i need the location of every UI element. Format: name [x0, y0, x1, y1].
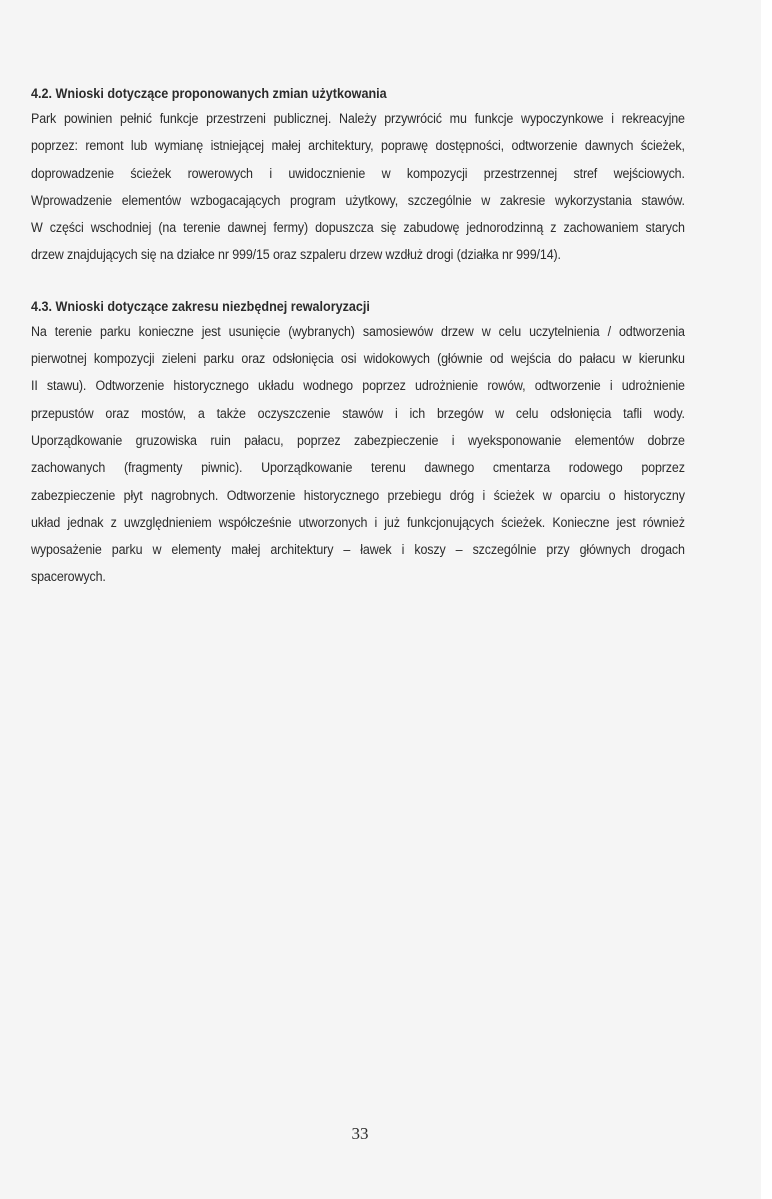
paragraph-line: Wprowadzenie elementów wzbogacających program użytkowy, szczególnie w zakresie wykorzystania stawów. [31, 192, 685, 209]
scan-margin [761, 0, 772, 1199]
paragraph-line: II stawu). Odtworzenie historycznego układu wodnego poprzez udrożnienie rowów, odtworzenie i udrożnienie [31, 378, 685, 395]
paragraph-line: zachowanych (fragmenty piwnic). Uporządkowanie terenu dawnego cmentarza rodowego poprzez [31, 460, 685, 477]
document-body [31, 80, 685, 592]
paragraph-line: układ jednak z uwzględnieniem współcześnie utworzonych i już funkcjonujących ścieżek. Konieczne jest również [31, 514, 685, 531]
paragraph-line: zabezpieczenie płyt nagrobnych. Odtworzenie historycznego przebiegu dróg i ścieżek w oparciu o historyczny [31, 487, 685, 504]
section-heading: 4.2. Wnioski dotyczące proponowanych zmian użytkowania [31, 85, 387, 101]
paragraph-line: przepustów oraz mostów, a także oczyszczenie stawów i ich brzegów w celu odsłonięcia tafli wody. [31, 405, 685, 422]
paragraph-line: spacerowych. [31, 569, 106, 586]
paragraph-line: wyposażenie parku w elementy małej architektury – ławek i koszy – szczególnie przy głównych drogach [31, 542, 685, 559]
paragraph-line: doprowadzenie ścieżek rowerowych i uwidocznienie w kompozycji przestrzennej stref wejściowych. [31, 165, 685, 182]
paragraph [31, 106, 685, 270]
page-number: 33 [351, 1124, 369, 1143]
paragraph [31, 319, 685, 592]
paragraph-line: pierwotnej kompozycji zieleni parku oraz odsłonięcia osi widokowych (głównie od wejścia do pałacu w kierunku [31, 351, 685, 368]
section-4-2 [31, 80, 685, 270]
section-heading: 4.3. Wnioski dotyczące zakresu niezbędnej rewaloryzacji [31, 297, 370, 314]
section-4-3 [31, 293, 685, 592]
paragraph-line: Uporządkowanie gruzowiska ruin pałacu, poprzez zabezpieczenie i wyeksponowanie elementów dobrze [31, 432, 685, 449]
paragraph-line: W części wschodniej (na terenie dawnej fermy) dopuszcza się zabudowę jednorodzinną z zachowaniem starych [31, 220, 685, 237]
paragraph-line: drzew znajdujących się na działce nr 999/15 oraz szpaleru drzew wzdłuż drogi (działka nr 999/14). [31, 247, 561, 264]
paragraph-line: Park powinien pełnić funkcje przestrzeni publicznej. Należy przywrócić mu funkcje wypoczynkowe i rekreacyjne [31, 111, 685, 127]
paragraph-line: poprzez: remont lub wymianę istniejącej małej architektury, poprawę dostępności, odtworzenie dawnych ścieżek, [31, 138, 685, 155]
paragraph-line: Na terenie parku konieczne jest usunięcie (wybranych) samosiewów drzew w celu uczytelnienia / odtworzenia [31, 323, 685, 340]
